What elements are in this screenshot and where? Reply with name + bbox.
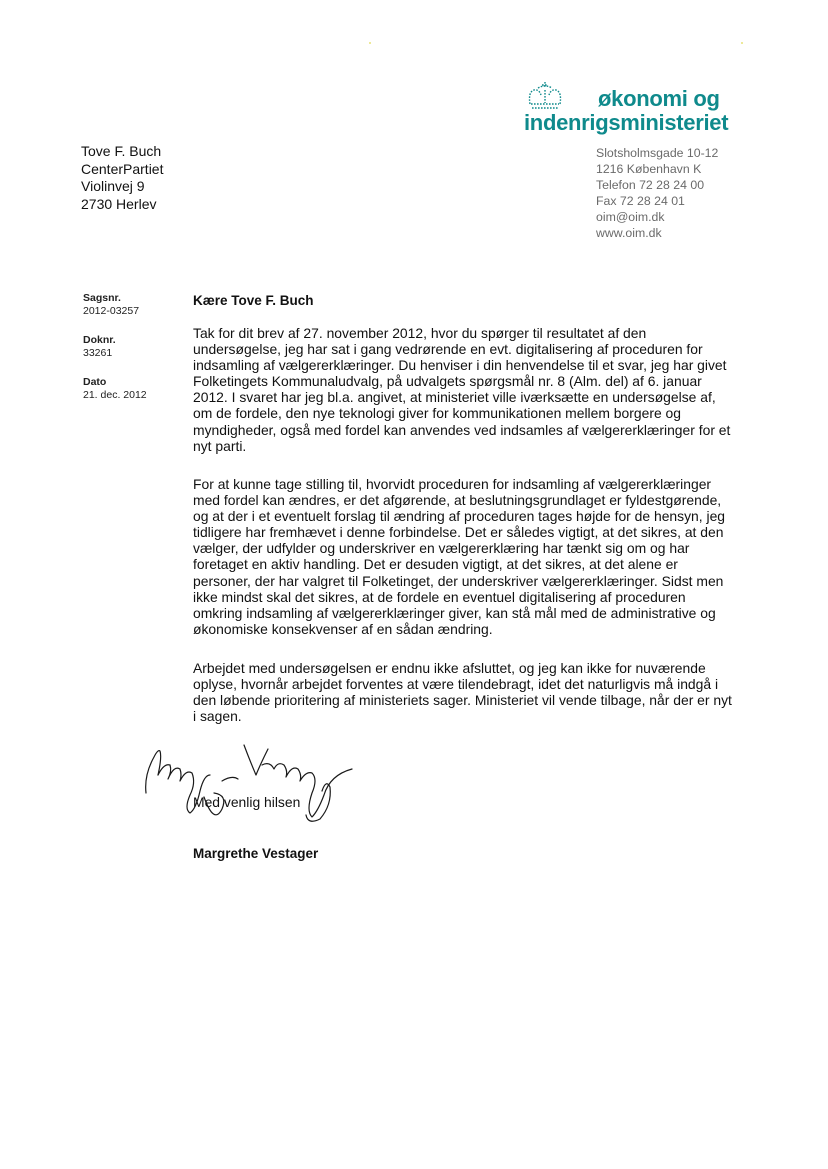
ministry-email: oim@oim.dk — [596, 210, 665, 224]
letter-meta — [83, 292, 183, 418]
ministry-name-line1: økonomi og — [598, 86, 720, 111]
body-paragraph-1: Tak for dit brev af 27. november 2012, hvor du spørger til resultatet af den undersøgelse, jeg har sat i gang vedrørende en evt. digitalisering af proceduren for indsamling af vælgererklæringer. Du henviser i din henvendelse til et svar, jeg har givet Folketingets Kommunaludvalg, på udvalgets spørgsmål nr. 8 (Alm. del) af 6. januar 2012. I svaret har jeg bl.a. angivet, at ministeriet ville iværksætte en undersøgelse af, om de fordele, den nye teknologi giver for kommunikationen mellem borgere og myndigheder, også med fordel kan anvendes ved indsamles af vælgererklæringer for et nyt parti. — [193, 325, 731, 454]
case-number-label: Sagsnr. — [83, 292, 121, 304]
signer-name: Margrethe Vestager — [193, 846, 319, 861]
closing: Med venlig hilsen — [193, 794, 301, 810]
ministry-fax: Fax 72 28 24 01 — [596, 194, 685, 208]
date-label: Dato — [83, 376, 107, 388]
handwritten-signature — [140, 735, 360, 825]
recipient-name: Tove F. Buch — [81, 143, 162, 159]
recipient-city: 2730 Herlev — [81, 195, 157, 212]
salutation: Kære Tove F. Buch — [193, 293, 314, 308]
ministry-postal: 1216 København K — [596, 162, 702, 176]
scan-speck — [741, 42, 743, 44]
recipient-address — [81, 143, 163, 213]
doc-number-label: Doknr. — [83, 334, 116, 346]
doc-number-value: 33261 — [83, 347, 113, 359]
date-value: 21. dec. 2012 — [83, 389, 147, 401]
case-number-value: 2012-03257 — [83, 305, 140, 317]
ministry-name-line2: indenrigsministeriet — [524, 110, 729, 135]
body-paragraph-2: For at kunne tage stilling til, hvorvidt proceduren for indsamling af vælgererklæringer med fordel kan ændres, er det afgørende, at beslutningsgrundlaget er fyldestgørende, og at der i et eventuelt forslag til ændring af proceduren tages højde for de hensyn, jeg tidligere har fremhævet i denne forbindelse. Det er således vigtigt, at det sikres, at den vælger, der udfylder og underskriver en vælgererklæring har tænkt sig om og har foretaget en aktiv handling. Det er desuden vigtigt, at det sikres, at det alene er personer, der har valgret til Folketinget, der underskriver vælgererklæringer. Sidst men ikke mindst skal det sikres, at de fordele en eventuel digitalisering af proceduren omkring indsamling af vælgererklæringer giver, kan stå mål med de administrative og økonomiske konsekvenser af en sådan ændring. — [193, 476, 726, 637]
recipient-org: CenterPartiet — [81, 160, 164, 177]
recipient-street: Violinvej 9 — [81, 178, 145, 194]
ministry-contact — [596, 145, 718, 241]
scan-speck — [369, 42, 371, 44]
ministry-phone: Telefon 72 28 24 00 — [596, 178, 705, 192]
ministry-web: www.oim.dk — [596, 226, 662, 240]
crown-logo-icon — [524, 78, 566, 112]
ministry-address: Slotsholmsgade 10-12 — [596, 146, 719, 160]
body-paragraph-3: Arbejdet med undersøgelsen er endnu ikke afsluttet, og jeg kan ikke for nuværende oplyse, hvornår arbejdet forventes at være tilendebragt, idet det naturligvis må indgå i den løbende prioritering af ministeriets sager. Ministeriet vil vende tilbage, når der er nyt i sagen. — [193, 660, 732, 725]
